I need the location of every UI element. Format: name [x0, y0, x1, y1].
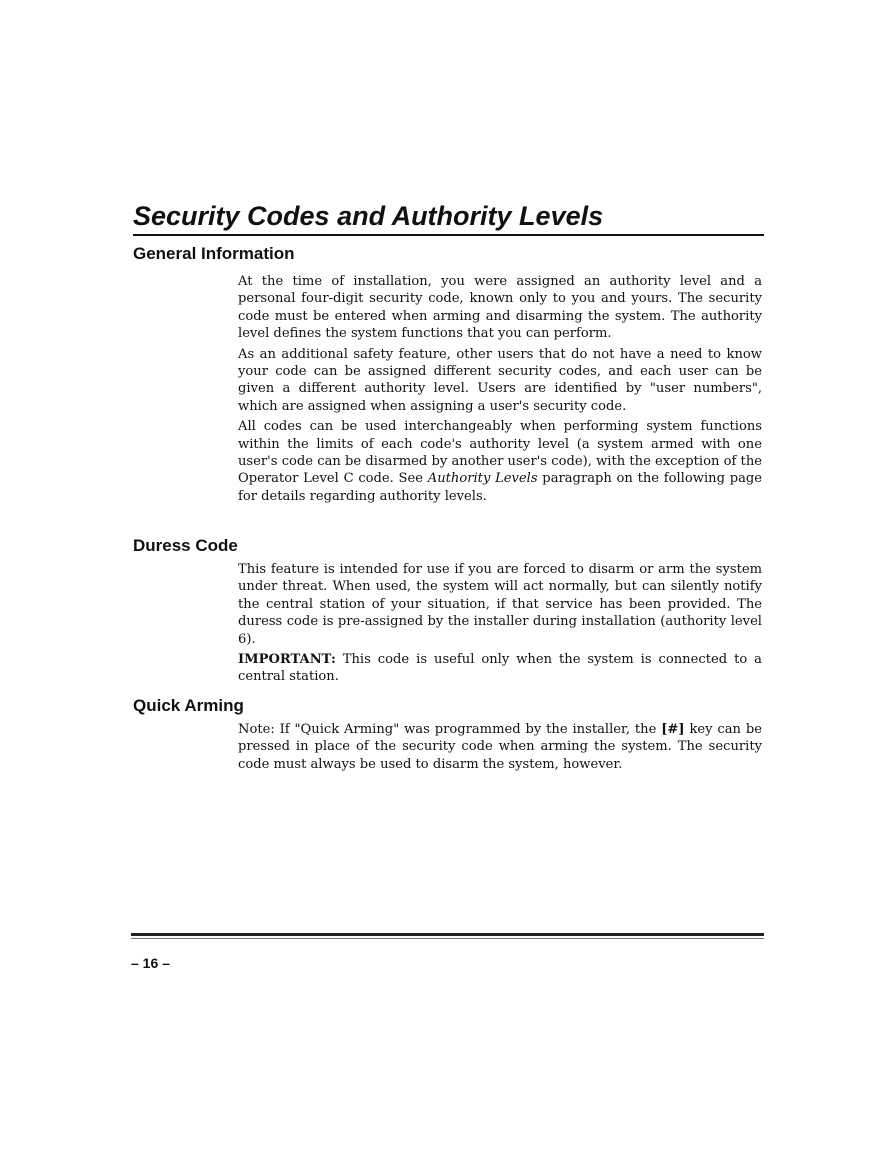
- page-number: – 16 –: [131, 955, 170, 971]
- cross-reference: Authority Levels: [427, 471, 538, 487]
- paragraph-text: Note: If "Quick Arming" was programmed by the installer, the: [238, 722, 662, 737]
- section-body-quick-arming: [238, 721, 762, 776]
- paragraph: At the time of installation, you were assigned an authority level and a personal four-digit security code, known only to you and yours. The security code must be entered when arming and disarming the system. The authority level defines the system functions that you can perform.: [238, 274, 762, 342]
- paragraph: This feature is intended for use if you are forced to disarm or arm the system under threat. When used, the system will act normally, but can silently notify the central station of your situation, if that service has been provided. The duress code is pre-assigned by the installer during installation (authority level 6).: [238, 562, 762, 647]
- paragraph: [238, 651, 762, 686]
- paragraph: [238, 721, 762, 773]
- paragraph: [238, 346, 762, 416]
- important-label: IMPORTANT:: [238, 652, 336, 668]
- section-heading-general-information: General Information: [133, 244, 295, 263]
- section-heading-duress-code: Duress Code: [133, 536, 238, 555]
- paragraph-text: key can be pressed in place of the security code when arming the system. The security code must always be used to disarm the system, however.: [238, 722, 762, 772]
- section-body-duress-code: [238, 561, 762, 689]
- paragraph-text: paragraph on the following page for details regarding authority levels.: [238, 471, 763, 504]
- paragraph-text: As an additional safety feature, other users that do not have a need to know your code can be assigned different security codes, and each user can be given a different authority level. Users are identified by "user numbers", which are assigned when assigning a user's security code.: [238, 346, 762, 414]
- paragraph-text: All codes can be used interchangeably when performing system functions within the limits of each code's authority level (a system armed with one user's code can be disarmed by another user's code), with the exception of the Operator Level C code. See: [238, 419, 762, 487]
- footer-divider: [131, 933, 764, 936]
- page-title: Security Codes and Authority Levels: [133, 198, 764, 236]
- paragraph: [238, 418, 762, 505]
- key-label: [#]: [661, 722, 685, 737]
- paragraph-text: This code is useful only when the system is connected to a central station.: [238, 652, 762, 685]
- section-body-general-information: [238, 273, 762, 508]
- section-heading-quick-arming: Quick Arming: [133, 696, 244, 715]
